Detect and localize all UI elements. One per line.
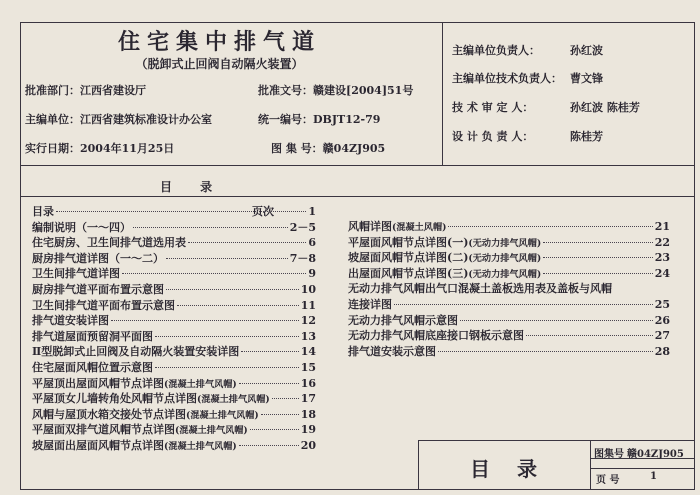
toc-entry-label: 风帽详图 (348, 220, 392, 233)
toc-entry-page: 13 (300, 329, 316, 343)
approval-doc-line (258, 82, 413, 98)
toc-entry-page: 26 (654, 313, 670, 327)
toc-entry-label: 无动力排气风帽示意图 (348, 313, 458, 327)
toc-leader (526, 335, 653, 336)
toc-entry-label: 排气道屋面预留洞平面图 (32, 329, 153, 343)
approver-value: 江西省建设厅 (80, 84, 146, 97)
toc-entry-page: 10 (300, 283, 316, 296)
toc-entry-label: 连接详图 (348, 298, 392, 311)
toc-entry-page: 16 (300, 376, 316, 390)
toc-entry-label: 编制说明（一～四） (32, 220, 131, 234)
staff-role: 技 术 审 定 人： (452, 101, 534, 114)
staff-row (452, 128, 603, 144)
toc-entry (32, 359, 316, 375)
toc-entry-label: 平屋面双排气道风帽节点详图 (32, 423, 175, 437)
toc-entry-note: (混凝土排气风帽) (186, 409, 259, 421)
toc-entry-label: 目录 (32, 205, 54, 218)
toc-entry-label: 风帽与屋顶水箱交接处节点详图 (32, 407, 186, 421)
staff-role: 设 计 负 责 人： (452, 130, 534, 143)
toc-entry-page: 20 (300, 439, 316, 452)
editor-label: 主编单位： (25, 113, 80, 126)
date-label: 实行日期： (25, 142, 80, 155)
document-title: 住宅集中排气道 (117, 29, 321, 55)
date-value: 2004年11月25日 (80, 142, 175, 155)
toc-entry-page: 14 (300, 345, 316, 359)
toc-entry-label: 无动力排气风帽出气口混凝土盖板选用表及盖板与风帽 (348, 282, 612, 296)
toc-leader (239, 445, 299, 446)
toc-entry (348, 312, 670, 328)
atlas-line (271, 140, 385, 156)
approver-label: 批准部门： (25, 84, 80, 97)
toc-entry (32, 281, 316, 297)
toc-entry (348, 265, 670, 281)
toc-entry-label: Ⅱ型脱卸式止回阀及自动隔火装置安装详图 (32, 345, 240, 359)
toc-entry (32, 203, 316, 219)
toc-entry (348, 296, 670, 312)
toc-leader (448, 226, 652, 227)
toc-leader (133, 227, 288, 228)
toc-leader (460, 320, 653, 321)
staff-role: 主编单位负责人： (452, 44, 540, 57)
toc-leader (122, 273, 306, 274)
toc-entry-note: (混凝土风帽) (392, 222, 447, 233)
toc-leader (261, 414, 299, 415)
toc-entry-page: 27 (654, 329, 670, 343)
toc-entry (32, 375, 316, 391)
toc-entry-page: 9 (308, 267, 316, 281)
toc-leader (394, 304, 653, 305)
toc-entry-page: 6 (308, 236, 316, 250)
editor-value: 江西省建筑标准设计办公室 (80, 113, 212, 126)
toc-leader (543, 242, 653, 243)
staff-name: 曹文锋 (570, 72, 603, 85)
toc-entry-label: 住宅厨房、卫生间排气道选用表 (32, 236, 186, 250)
toc-leader (155, 367, 299, 368)
code-label: 统一编号： (258, 113, 313, 126)
toc-entry-page: 28 (654, 344, 670, 358)
toc-entry-page: 24 (654, 266, 670, 280)
toc-entry (32, 390, 316, 406)
code-value: DBJT12-79 (313, 113, 381, 126)
toc-leader (543, 273, 653, 274)
toc-entry-label: 平屋顶出屋面风帽节点详图 (32, 376, 164, 390)
tb-atlas-value: 赣04ZJ905 (627, 449, 684, 460)
staff-row (452, 99, 640, 115)
toc-entry-label: 卫生间排气道详图 (32, 267, 120, 281)
toc-entry-note: (混凝土排气风帽) (197, 394, 270, 406)
toc-entry-note: (混凝土排气风帽) (164, 441, 237, 452)
header-divider (442, 22, 443, 165)
date-line (25, 140, 174, 156)
toc-entry-label: 厨房排气道详图（一～二） (32, 251, 164, 265)
toc-leader (177, 305, 299, 306)
toc-entry-label: 排气道安装示意图 (348, 344, 436, 358)
approver-line (25, 82, 146, 98)
toc-leader (166, 258, 288, 259)
toc-entry-note: (混凝土排气风帽) (175, 425, 248, 437)
toc-entry-label: 卫生间排气道平面布置示意图 (32, 298, 175, 312)
toc-entry (32, 437, 316, 453)
toc-entry (32, 406, 316, 422)
toc-entry (32, 421, 316, 437)
staff-name: 孙红波 (570, 44, 603, 57)
title-block-name: 目 录 (470, 457, 547, 481)
toc-heading: 目 录 (160, 180, 225, 194)
toc-leader (155, 336, 299, 337)
toc-entry-label: 平屋顶女儿墙转角处风帽节点详图 (32, 392, 197, 406)
toc-leader (250, 429, 299, 430)
staff-name: 陈桂芳 (570, 130, 603, 143)
toc-entry-page: 25 (654, 298, 670, 311)
toc-entry-page: 15 (300, 361, 316, 374)
toc-entry-page: 22 (654, 235, 670, 249)
staff-name: 孙红波 陈桂芳 (570, 101, 640, 114)
toc-entry (348, 343, 670, 359)
toc-entry (348, 249, 670, 265)
toc-entry-label: 坡屋面风帽节点详图(二) (348, 251, 469, 265)
toc-entry-page: 7－8 (289, 251, 316, 265)
toc-leader (438, 351, 653, 352)
toc-entry-page: 11 (300, 298, 316, 312)
header-bottom-rule (20, 165, 695, 166)
approval-doc-label: 批准文号： (258, 84, 313, 97)
toc-leader (188, 242, 306, 243)
tb-page-value: 1 (650, 471, 657, 482)
toc-leader (111, 320, 299, 321)
toc-entry-page: 23 (654, 251, 670, 265)
toc-entry (32, 328, 316, 344)
toc-leader (543, 257, 653, 258)
toc-entry (32, 312, 316, 328)
tb-page-label: 页 号 (596, 475, 620, 486)
toc-leader (166, 289, 299, 290)
toc-leader (239, 383, 299, 384)
toc-entry-note: (无动力排气风帽) (468, 268, 542, 280)
staff-role: 主编单位技术负责人： (452, 72, 562, 85)
toc-entry-label: 厨房排气道平面布置示意图 (32, 283, 164, 296)
toc-leader (272, 398, 299, 399)
staff-row (452, 42, 603, 58)
toc-entry-label: 无动力排气风帽底座接口钢板示意图 (348, 329, 524, 343)
toc-heading-rule (20, 196, 695, 197)
toc-entry-page: 18 (300, 407, 316, 421)
toc-entry (32, 265, 316, 281)
toc-entry (32, 297, 316, 313)
toc-entry-page: 19 (300, 423, 316, 437)
toc-entry-label: 坡屋面出屋面风帽节点详图 (32, 439, 164, 452)
toc-entry-page: 12 (300, 314, 316, 328)
staff-row (452, 70, 603, 86)
toc-entry-page: 2－5 (289, 220, 316, 234)
title-block-rule (590, 468, 695, 469)
toc-entry (348, 218, 670, 234)
toc-entry-note: (无动力排气风帽) (468, 253, 542, 265)
toc-entry-label: 住宅屋面风帽位置示意图 (32, 361, 153, 374)
toc-entry (32, 250, 316, 266)
toc-entry (32, 343, 316, 359)
toc-entry-note: (混凝土排气风帽) (164, 378, 237, 390)
toc-entry-page: 17 (300, 392, 316, 406)
toc-entry (348, 327, 670, 343)
atlas-label: 图 集 号： (271, 142, 323, 155)
toc-entry-label: 平屋面风帽节点详图(一) (348, 235, 469, 249)
code-line (258, 111, 380, 127)
toc-leader (241, 351, 298, 352)
toc-entry (32, 219, 316, 235)
tb-atlas-label: 图集号 (594, 449, 624, 460)
toc-leader (56, 211, 306, 212)
editor-line (25, 111, 212, 127)
atlas-value: 赣04ZJ905 (322, 142, 386, 155)
approval-doc-value: 赣建设[2004]51号 (313, 84, 414, 97)
toc-entry-note: (无动力排气风帽) (468, 237, 542, 249)
toc-entry (32, 234, 316, 250)
document-subtitle: （脱卸式止回阀自动隔火装置） (135, 57, 304, 71)
page-column-label: 页次 (252, 205, 274, 218)
toc-entry (348, 234, 670, 250)
toc-entry (348, 280, 670, 296)
toc-entry-label: 排气道安装详图 (32, 314, 109, 328)
toc-entry-page: 1 (308, 205, 316, 218)
toc-entry-page: 21 (654, 220, 670, 233)
toc-entry-label: 出屋面风帽节点详图(三) (348, 266, 469, 280)
